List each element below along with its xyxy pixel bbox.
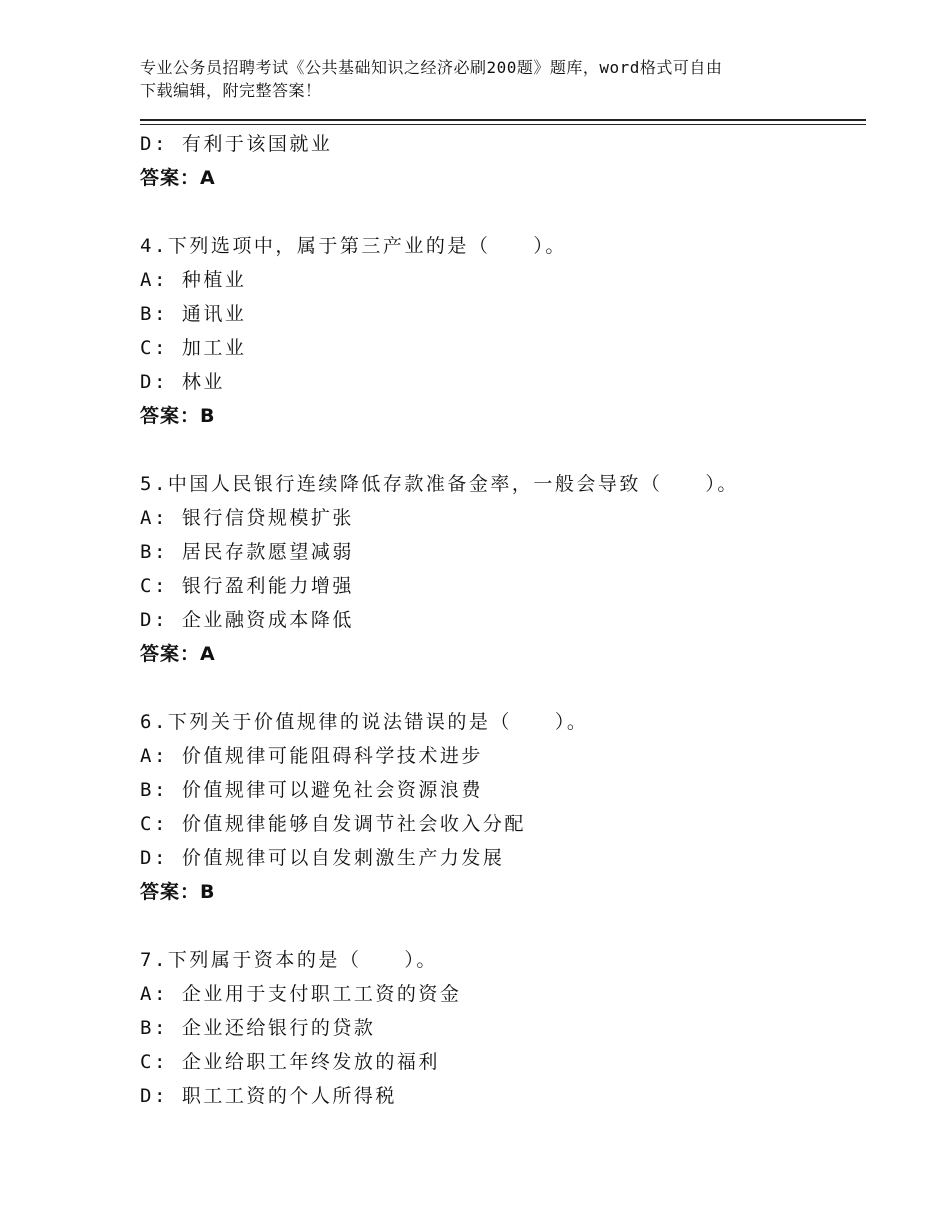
spacer — [140, 433, 860, 467]
option-d: D: 企业融资成本降低 — [140, 609, 354, 631]
option-d: D: 有利于该国就业 — [140, 133, 333, 155]
header-line-1: 专业公务员招聘考试《公共基础知识之经济必刷200题》题库，word格式可自由 — [140, 58, 723, 77]
option-b: B: 通讯业 — [140, 303, 247, 325]
option-a: A: 企业用于支付职工工资的资金 — [140, 983, 462, 1005]
question-stem-7: 7.下列属于资本的是（ ）。 — [140, 949, 438, 971]
option-d: D: 职工工资的个人所得税 — [140, 1085, 397, 1107]
spacer — [140, 671, 860, 705]
question-stem-5: 5.中国人民银行连续降低存款准备金率，一般会导致（ ）。 — [140, 473, 739, 495]
option-c: C: 银行盈利能力增强 — [140, 575, 354, 597]
option-a: A: 价值规律可能阻碍科学技术进步 — [140, 745, 483, 767]
option-b: B: 居民存款愿望减弱 — [140, 541, 354, 563]
document-body — [140, 127, 860, 1113]
answer: 答案：A — [140, 167, 216, 189]
answer: 答案：B — [140, 405, 216, 427]
header-line-2: 下载编辑，附完整答案！ — [140, 81, 322, 100]
spacer — [140, 195, 860, 229]
option-d: D: 林业 — [140, 371, 225, 393]
answer: 答案：B — [140, 881, 216, 903]
question-stem-4: 4.下列选项中，属于第三产业的是（ ）。 — [140, 235, 567, 257]
answer: 答案：A — [140, 643, 216, 665]
question-stem-6: 6.下列关于价值规律的说法错误的是（ ）。 — [140, 711, 589, 733]
option-d: D: 价值规律可以自发刺激生产力发展 — [140, 847, 505, 869]
option-b: B: 企业还给银行的贷款 — [140, 1017, 376, 1039]
header-divider-thin — [140, 124, 866, 125]
option-c: C: 加工业 — [140, 337, 247, 359]
option-a: A: 银行信贷规模扩张 — [140, 507, 354, 529]
option-c: C: 价值规律能够自发调节社会收入分配 — [140, 813, 526, 835]
spacer — [140, 909, 860, 943]
option-b: B: 价值规律可以避免社会资源浪费 — [140, 779, 483, 801]
option-a: A: 种植业 — [140, 269, 247, 291]
option-c: C: 企业给职工年终发放的福利 — [140, 1051, 440, 1073]
document-header — [140, 56, 820, 102]
header-divider-thick — [140, 119, 866, 121]
